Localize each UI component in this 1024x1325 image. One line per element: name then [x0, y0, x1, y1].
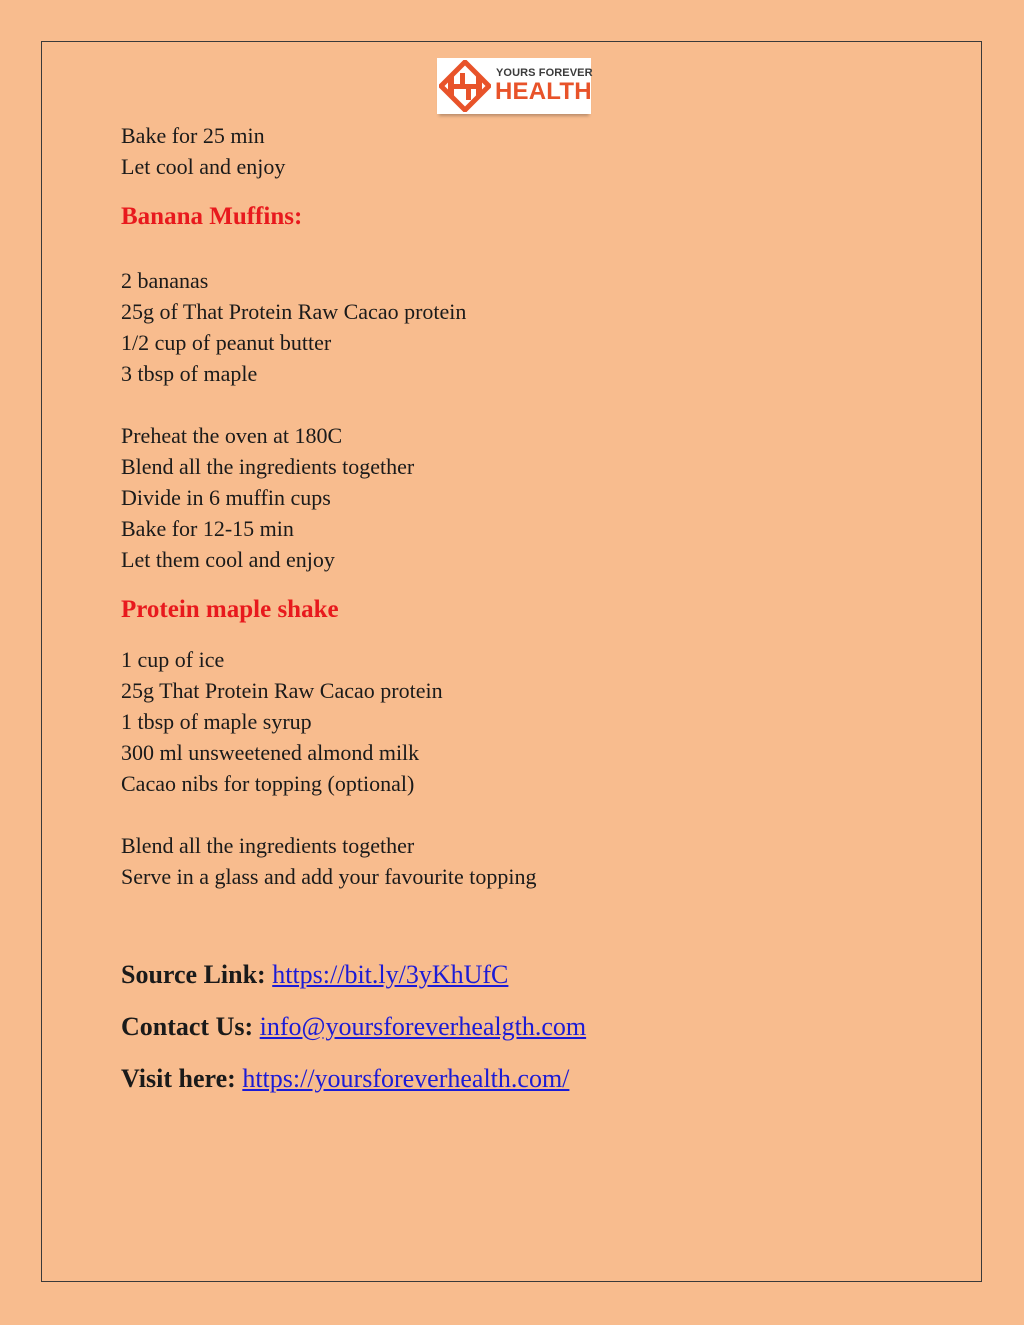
- visit-label: Visit here:: [121, 1064, 236, 1093]
- logo-top-text: YOURS FOREVER: [496, 67, 593, 79]
- muffin-ingredient: 1/2 cup of peanut butter: [121, 330, 332, 355]
- shake-ingredient: 1 tbsp of maple syrup: [121, 709, 312, 734]
- contact-email-link[interactable]: info@yoursforeverhealgth.com: [259, 1012, 587, 1041]
- intro-step: Let cool and enjoy: [121, 154, 286, 179]
- logo-bottom-text: HEALTH: [495, 78, 592, 105]
- intro-step: Bake for 25 min: [121, 123, 265, 148]
- contact-label: Contact Us:: [121, 1012, 254, 1041]
- shake-ingredient: Cacao nibs for topping (optional): [121, 771, 415, 796]
- muffin-step: Preheat the oven at 180C: [121, 423, 343, 448]
- source-link-row: [121, 959, 508, 991]
- protein-shake-title: Protein maple shake: [121, 596, 339, 623]
- muffin-ingredient: 3 tbsp of maple: [121, 361, 258, 386]
- visit-row: [121, 1063, 569, 1095]
- source-label: Source Link:: [121, 960, 266, 989]
- source-link[interactable]: https://bit.ly/3yKhUfC: [272, 960, 509, 989]
- muffin-step: Bake for 12-15 min: [121, 516, 294, 541]
- banana-muffins-title: Banana Muffins:: [121, 203, 303, 230]
- muffin-step: Let them cool and enjoy: [121, 547, 335, 572]
- muffin-step: Blend all the ingredients together: [121, 454, 415, 479]
- muffin-ingredient: 2 bananas: [121, 268, 209, 293]
- shake-ingredient: 1 cup of ice: [121, 647, 225, 672]
- shake-step: Blend all the ingredients together: [121, 833, 415, 858]
- muffin-step: Divide in 6 muffin cups: [121, 485, 331, 510]
- brand-logo: [437, 58, 591, 120]
- shake-ingredient: 300 ml unsweetened almond milk: [121, 740, 420, 765]
- shake-ingredient: 25g That Protein Raw Cacao protein: [121, 678, 443, 703]
- yfh-logo-icon: [439, 60, 491, 112]
- muffin-ingredient: 25g of That Protein Raw Cacao protein: [121, 299, 467, 324]
- website-link[interactable]: https://yoursforeverhealth.com/: [242, 1064, 570, 1093]
- contact-row: [121, 1011, 586, 1043]
- shake-step: Serve in a glass and add your favourite topping: [121, 864, 537, 889]
